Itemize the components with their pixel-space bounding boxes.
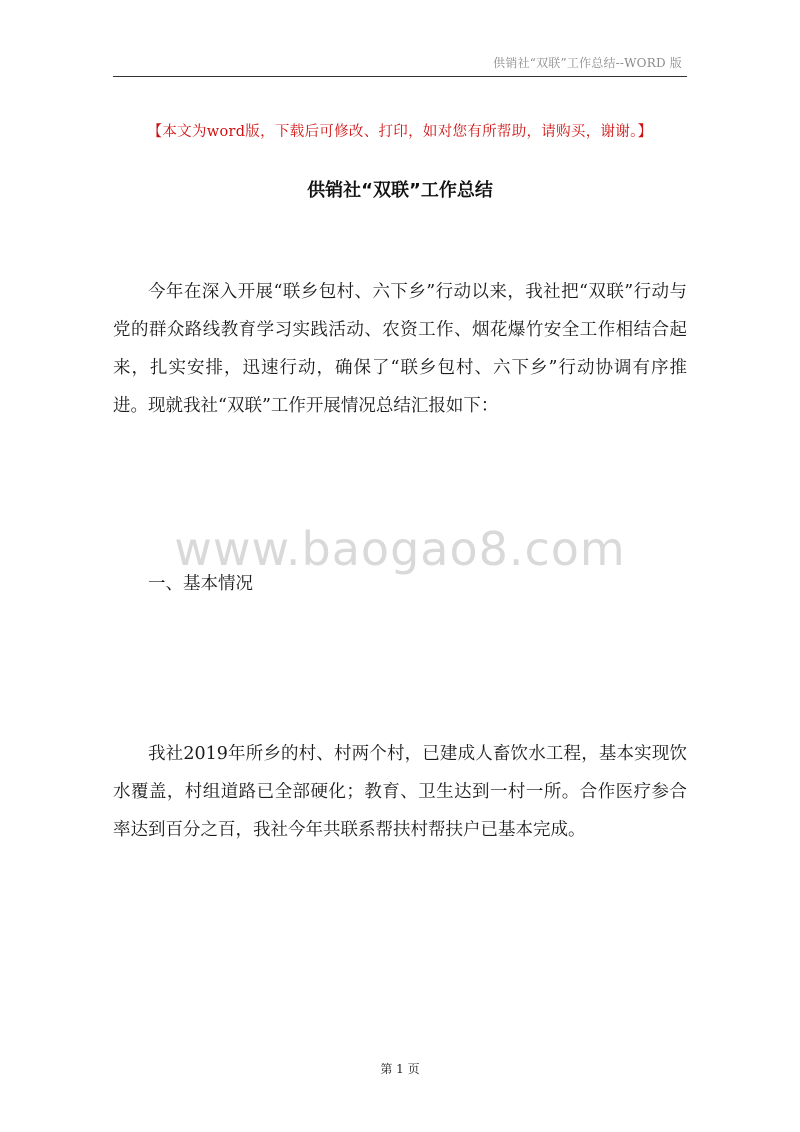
header-rule [113, 76, 687, 77]
purchase-notice: 【本文为word版，下载后可修改、打印，如对您有所帮助，请购买，谢谢。】 [147, 124, 653, 140]
intro-paragraph: 今年在深入开展“联乡包村、六下乡”行动以来，我社把“双联”行动与党的群众路线教育学习实践活动、农资工作、烟花爆竹安全工作相结合起来，扎实安排，迅速行动，确保了“联乡包村、六下乡”行动协调有序推进。现就我社“双联”工作开展情况总结汇报如下： [113, 282, 687, 416]
basic-situation-paragraph: 我社2019年所乡的村、村两个村，已建成人畜饮水工程，基本实现饮水覆盖，村组道路已全部硬化；教育、卫生达到一村一所。合作医疗参合率达到百分之百，我社今年共联系帮扶村帮扶户已基本完成。 [113, 744, 687, 840]
document-title: 供销社“双联”工作总结 [307, 180, 493, 201]
running-header: 供销社“双联”工作总结--WORD 版 [493, 56, 682, 70]
page-number: 第 1 页 [380, 1062, 420, 1076]
site-watermark: www.baogao8.com [174, 522, 626, 576]
section-heading-basic-situation: 一、基本情况 [148, 574, 253, 594]
